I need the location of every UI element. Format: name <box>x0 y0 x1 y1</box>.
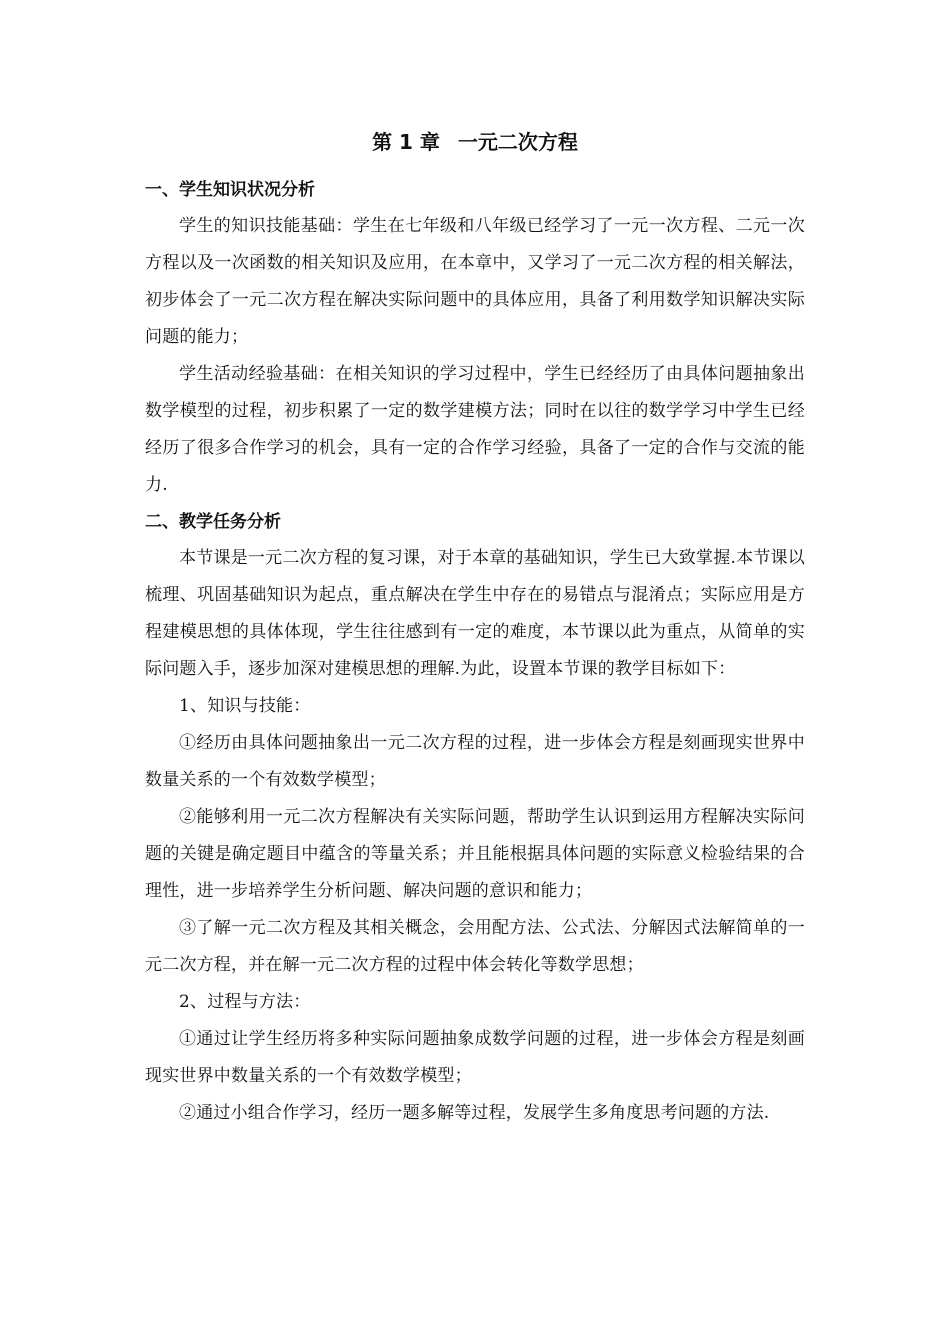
page-title <box>145 124 805 160</box>
section-heading: 一、学生知识状况分析 <box>145 180 315 200</box>
document-page <box>145 124 805 1132</box>
list-item: ①经历由具体问题抽象出一元二次方程的过程，进一步体会方程是刻画现实世界中数量关系的一个有效数学模型； <box>145 733 805 790</box>
subheading-knowledge-skills: 1、知识与技能： <box>179 696 311 716</box>
title-name: 一元二次方程 <box>457 130 578 154</box>
paragraph: 学生的知识技能基础：学生在七年级和八年级已经学习了一元一次方程、二元一次方程以及一次函数的相关知识及应用，在本章中，又学习了一元二次方程的相关解法，初步体会了一元二次方程在解决实际问题中的具体应用，具备了利用数学知识解决实际问题的能力； <box>145 216 805 347</box>
subheading-process-method: 2、过程与方法： <box>179 992 311 1012</box>
list-item: ①通过让学生经历将多种实际问题抽象成数学问题的过程，进一步体会方程是刻画现实世界中数量关系的一个有效数学模型； <box>145 1029 805 1086</box>
list-item: ③了解一元二次方程及其相关概念，会用配方法、公式法、分解因式法解简单的一元二次方程，并在解一元二次方程的过程中体会转化等数学思想； <box>145 918 805 975</box>
section-heading: 二、教学任务分析 <box>145 512 281 532</box>
section-student-analysis <box>145 172 805 504</box>
paragraph: 本节课是一元二次方程的复习课，对于本章的基础知识，学生已大致掌握.本节课以梳理、巩固基础知识为起点，重点解决在学生中存在的易错点与混淆点；实际应用是方程建模思想的具体体现，学生往往感到有一定的难度，本节课以此为重点，从简单的实际问题入手，逐步加深对建模思想的理解.为此，设置本节课的教学目标如下： <box>145 548 805 679</box>
list-item: ②通过小组合作学习，经历一题多解等过程，发展学生多角度思考问题的方法. <box>179 1103 770 1123</box>
title-chapter: 第 1 章 <box>372 130 440 154</box>
list-item: ②能够利用一元二次方程解决有关实际问题，帮助学生认识到运用方程解决实际问题的关键是确定题目中蕴含的等量关系；并且能根据具体问题的实际意义检验结果的合理性，进一步培养学生分析问题、解决问题的意识和能力； <box>145 807 805 901</box>
paragraph: 学生活动经验基础：在相关知识的学习过程中，学生已经经历了由具体问题抽象出数学模型的过程，初步积累了一定的数学建模方法；同时在以往的数学学习中学生已经经历了很多合作学习的机会，具有一定的合作学习经验，具备了一定的合作与交流的能力. <box>145 364 805 495</box>
section-teaching-task-analysis <box>145 504 805 1132</box>
